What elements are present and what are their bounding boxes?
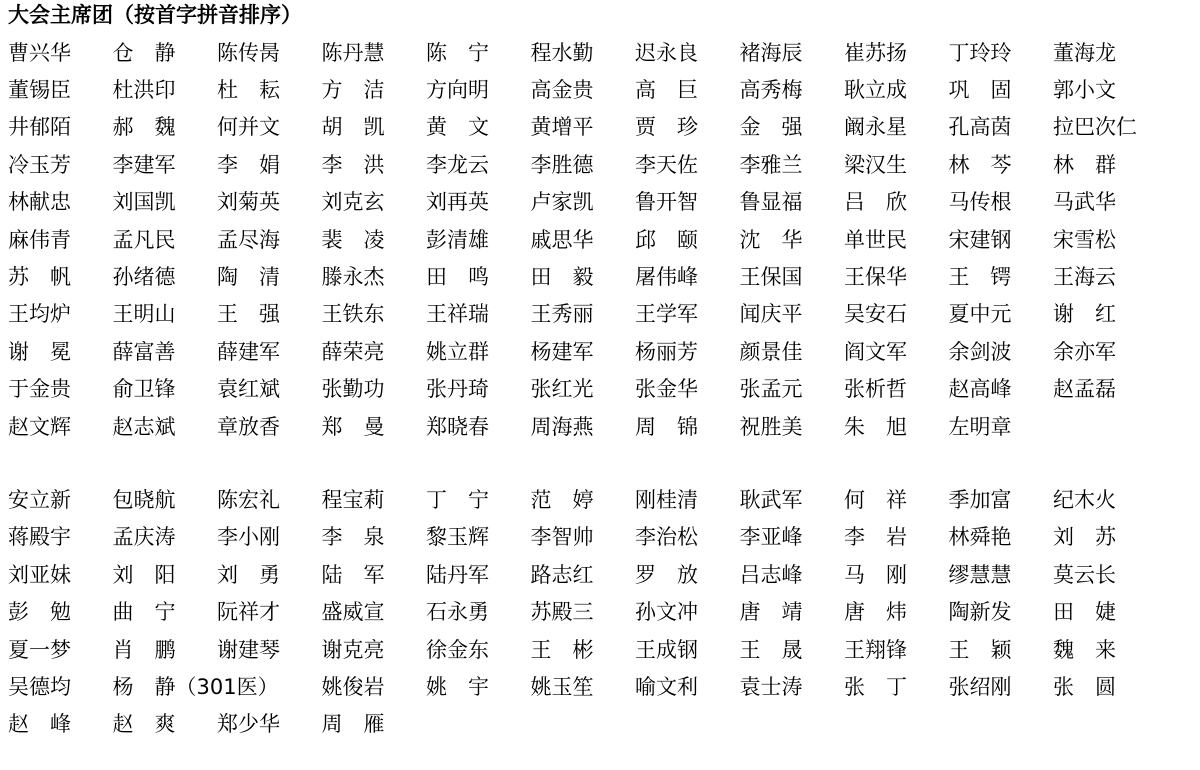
member-name: 麻伟青 [8,227,71,252]
member-name: 薛建军 [217,339,280,364]
member-name: 彭 勉 [8,600,71,625]
member-name: 郑少华 [217,712,280,737]
member-name: 阮祥才 [217,600,280,625]
member-name: 鲁开智 [635,190,698,215]
member-name: 姚玉笙 [530,674,594,699]
member-name: 吴德均 [8,674,71,699]
member-name: 方向明 [426,78,489,103]
member-name: 闻庆平 [739,302,803,327]
member-name: 张绍刚 [948,674,1012,699]
member-name: 陆丹军 [426,562,489,587]
member-name: 李治松 [635,525,698,550]
member-name: 姚 宇 [426,674,489,699]
member-name: 孔高茵 [948,115,1012,140]
member-name: 邱 颐 [635,227,698,252]
member-name: 路志红 [530,562,594,587]
member-name: 朱 旭 [844,414,907,439]
member-name: 张 丁 [844,674,907,699]
member-name: 唐 炜 [844,600,907,625]
member-name: 张析哲 [844,377,907,402]
member-name: 董锡臣 [8,78,71,103]
member-name: 石永勇 [426,600,489,625]
member-name: 卢家凯 [530,190,594,215]
member-name: 王 锷 [948,265,1012,290]
member-name: 胡 凯 [321,115,385,140]
member-name: 赵文辉 [8,414,71,439]
member-name: 刘再英 [426,190,489,215]
member-name: 徐金东 [426,637,489,662]
member-name: 林 芩 [948,152,1012,177]
member-name: 左明章 [948,414,1012,439]
member-name: 王 强 [217,302,280,327]
member-name: 孙文冲 [635,600,698,625]
member-name: 袁红斌 [217,377,280,402]
member-name: 姚俊岩 [321,674,385,699]
member-name: 王秀丽 [530,302,594,327]
member-name: 裴 凌 [321,227,385,252]
member-name: 沈 华 [739,227,803,252]
member-name: 刘 苏 [1053,525,1116,550]
member-name: 周 锦 [635,414,698,439]
member-name: 罗 放 [635,562,698,587]
member-name: 蒋殿宇 [8,525,71,550]
member-name: 孟凡民 [112,227,176,252]
member-name: 陈宏礼 [217,487,280,512]
member-name: 吕 欣 [844,190,907,215]
member-name: 季加富 [948,487,1012,512]
member-name: 李 泉 [321,525,385,550]
member-name: 刘 勇 [217,562,280,587]
document-page [8,0,1192,770]
member-name: 包晓航 [112,487,176,512]
member-name: 迟永良 [635,40,698,65]
member-name: 王海云 [1053,265,1116,290]
member-name: 李小刚 [217,525,280,550]
member-name: 杨丽芳 [635,339,698,364]
member-name: 田 婕 [1053,600,1116,625]
member-name: 鲁显福 [739,190,803,215]
member-name: 张金华 [635,377,698,402]
member-name: 李雅兰 [739,152,803,177]
member-name: 方 洁 [321,78,385,103]
member-name: 高秀梅 [739,78,803,103]
member-name: 孟尽海 [217,227,280,252]
member-name: 马传根 [948,190,1012,215]
member-name: 刘国凯 [112,190,176,215]
member-name: 崔苏扬 [844,40,907,65]
member-name: 贾 珍 [635,115,698,140]
member-name: 马武华 [1053,190,1116,215]
member-name: 余亦军 [1053,339,1116,364]
member-name: 陈丹慧 [321,40,385,65]
member-name: 陶 清 [217,265,280,290]
member-name: 俞卫锋 [112,377,176,402]
member-name: 陶新发 [948,600,1012,625]
member-name: 李龙云 [426,152,489,177]
member-name: 巩 固 [948,78,1012,103]
member-name: 吴安石 [844,302,907,327]
member-name: 郝 魏 [112,115,176,140]
member-name: 范 婷 [530,487,594,512]
member-name: 李 岩 [844,525,907,550]
member-name: 谢 红 [1053,302,1116,327]
member-name: 苏殿三 [530,600,594,625]
member-name: 刘克玄 [321,190,385,215]
member-name: 刘亚妹 [8,562,71,587]
member-name: 林舜艳 [948,525,1012,550]
member-name: 单世民 [844,227,907,252]
member-name: 梁汉生 [844,152,907,177]
member-name: 杨 静（301医） [112,674,279,699]
member-name: 彭清雄 [426,227,489,252]
member-name: 王铁东 [321,302,385,327]
member-name: 周 雁 [321,712,385,737]
member-name: 李建军 [112,152,176,177]
member-name: 阚永星 [844,115,907,140]
member-name: 刘菊英 [217,190,280,215]
member-name: 王翔锋 [844,637,907,662]
member-name: 金 强 [739,115,803,140]
member-name: 王 颖 [948,637,1012,662]
member-name: 谢建琴 [217,637,280,662]
member-name: 王保国 [739,265,803,290]
member-name: 何 祥 [844,487,907,512]
member-name: 赵志斌 [112,414,176,439]
member-name: 李天佐 [635,152,698,177]
member-name: 吕志峰 [739,562,803,587]
member-name: 宋雪松 [1053,227,1116,252]
member-name: 李智帅 [530,525,594,550]
section-spacer [8,445,1192,481]
member-name: 唐 靖 [739,600,803,625]
member-name: 杜洪印 [112,78,176,103]
member-name: 黄增平 [530,115,594,140]
member-name: 张红光 [530,377,594,402]
member-name: 李亚峰 [739,525,803,550]
member-name: 林 群 [1053,152,1116,177]
member-name: 高 巨 [635,78,698,103]
member-name: 夏中元 [948,302,1012,327]
member-name: 滕永杰 [321,265,385,290]
member-name: 林献忠 [8,190,71,215]
member-name: 祝胜美 [739,414,803,439]
document-title: 大会主席团（按首字拼音排序） [8,3,302,27]
member-name: 夏一梦 [8,637,71,662]
member-name: 刚桂清 [635,487,698,512]
member-name: 李 洪 [321,152,385,177]
member-name: 井郁陌 [8,115,71,140]
member-name: 陆 军 [321,562,385,587]
member-name: 陈 宁 [426,40,489,65]
member-name: 肖 鹏 [112,637,176,662]
member-name: 仓 静 [112,40,176,65]
member-name: 盛威宣 [321,600,385,625]
member-name: 王保华 [844,265,907,290]
member-name: 袁士涛 [739,674,803,699]
member-name: 拉巴次仁 [1053,115,1137,140]
member-name: 董海龙 [1053,40,1116,65]
member-name: 薛富善 [112,339,176,364]
member-name: 郑 曼 [321,414,385,439]
member-name: 曹兴华 [8,40,71,65]
member-name: 田 鸣 [426,265,489,290]
member-name: 丁 宁 [426,487,489,512]
member-name: 张勤功 [321,377,385,402]
member-name: 郭小文 [1053,78,1116,103]
member-name: 曲 宁 [112,600,176,625]
member-name: 安立新 [8,487,71,512]
member-name: 余剑波 [948,339,1012,364]
member-name: 田 毅 [530,265,594,290]
member-name: 程宝莉 [321,487,385,512]
member-name: 褚海辰 [739,40,803,65]
member-name: 王学军 [635,302,698,327]
member-name: 陈传昺 [217,40,280,65]
member-name: 丁玲玲 [948,40,1012,65]
member-name: 孟庆涛 [112,525,176,550]
member-name: 黄 文 [426,115,489,140]
member-name: 姚立群 [426,339,489,364]
member-name: 谢 冕 [8,339,71,364]
member-name: 张 圆 [1053,674,1116,699]
member-name: 章放香 [217,414,280,439]
member-name: 赵 爽 [112,712,176,737]
member-name: 赵 峰 [8,712,71,737]
member-name: 王明山 [112,302,176,327]
member-name: 喻文利 [635,674,698,699]
member-name: 薛荣亮 [321,339,385,364]
member-name: 刘 阳 [112,562,176,587]
member-name: 耿立成 [844,78,907,103]
member-name: 郑晓春 [426,414,489,439]
member-name: 谢克亮 [321,637,385,662]
member-name: 苏 帆 [8,265,71,290]
member-name: 李胜德 [530,152,594,177]
member-name: 纪木火 [1053,487,1116,512]
member-name: 颜景佳 [739,339,803,364]
member-name: 马 刚 [844,562,907,587]
member-name: 周海燕 [530,414,594,439]
member-name: 王 晟 [739,637,803,662]
member-name: 赵高峰 [948,377,1012,402]
presidium-list [8,34,1192,743]
member-name: 宋建钢 [948,227,1012,252]
member-name: 莫云长 [1053,562,1116,587]
member-name: 张丹琦 [426,377,489,402]
member-name: 屠伟峰 [635,265,698,290]
member-name: 孙绪德 [112,265,176,290]
member-name: 戚思华 [530,227,594,252]
member-name: 冷玉芳 [8,152,71,177]
member-name: 缪慧慧 [948,562,1012,587]
member-name: 何并文 [217,115,280,140]
name-group-1 [8,34,1192,445]
member-name: 王祥瑞 [426,302,489,327]
member-name: 赵孟磊 [1053,377,1116,402]
member-name: 张孟元 [739,377,803,402]
member-name: 黎玉辉 [426,525,489,550]
member-name: 魏 来 [1053,637,1116,662]
member-name: 程水勤 [530,40,594,65]
member-name: 杜 耘 [217,78,280,103]
member-name: 王 彬 [530,637,594,662]
member-name: 阎文军 [844,339,907,364]
name-group-2 [8,481,1192,743]
member-name: 李 娟 [217,152,280,177]
member-name: 于金贵 [8,377,71,402]
member-name: 杨建军 [530,339,594,364]
member-name: 王均炉 [8,302,71,327]
member-name: 高金贵 [530,78,594,103]
member-name: 耿武军 [739,487,803,512]
member-name: 王成钢 [635,637,698,662]
